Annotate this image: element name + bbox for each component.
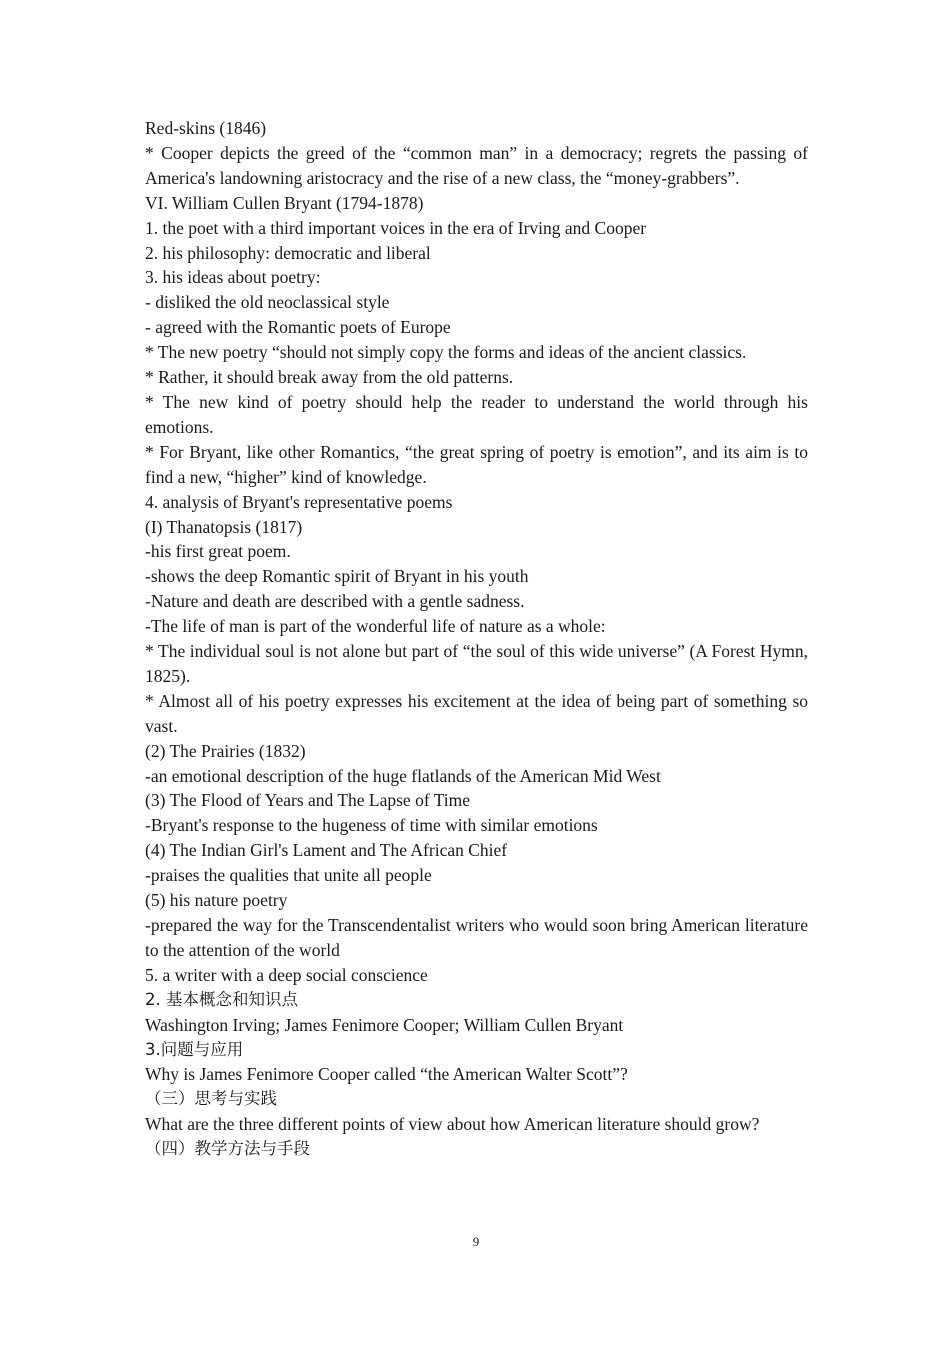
section-heading: VI. William Cullen Bryant (1794-1878) bbox=[145, 192, 424, 213]
text-paragraph: * The individual soul is not alone but part of “the soul of this wide universe” (A Forest Hymn, 1825). bbox=[145, 641, 808, 686]
text-line: - agreed with the Romantic poets of Europe bbox=[145, 317, 451, 338]
text-line: - disliked the old neoclassical style bbox=[145, 292, 390, 313]
text-line: -praises the qualities that unite all people bbox=[145, 865, 432, 886]
text-line: 3. his ideas about poetry: bbox=[145, 267, 321, 288]
text-paragraph: * Cooper depicts the greed of the “common man” in a democracy; regrets the passing of America's landowning aristocracy and the rise of a new class, the “money-grabbers”. bbox=[145, 142, 808, 188]
text-line: 5. a writer with a deep social conscience bbox=[145, 964, 428, 985]
text-paragraph: * The new kind of poetry should help the reader to understand the world through his emotions. bbox=[145, 391, 808, 437]
page-number: 9 bbox=[472, 1234, 480, 1249]
text-line: -The life of man is part of the wonderful life of nature as a whole: bbox=[145, 616, 606, 637]
text-line: Washington Irving; James Fenimore Cooper; William Cullen Bryant bbox=[145, 1014, 624, 1035]
section-heading: 2. 基本概念和知识点 bbox=[145, 989, 298, 1009]
text-paragraph: * For Bryant, like other Romantics, “the great spring of poetry is emotion”, and its aim is to find a new, “higher” kind of knowledge. bbox=[145, 441, 808, 487]
text-line: -his first great poem. bbox=[145, 541, 291, 562]
text-paragraph: What are the three different points of view about how American literature should grow? bbox=[145, 1114, 760, 1135]
text-line: 4. analysis of Bryant's representative poems bbox=[145, 491, 453, 512]
text-line: Why is James Fenimore Cooper called “the American Walter Scott”? bbox=[145, 1064, 628, 1085]
text-line: -Bryant's response to the hugeness of time with similar emotions bbox=[145, 815, 598, 836]
text-line: -shows the deep Romantic spirit of Bryant in his youth bbox=[145, 566, 529, 587]
text-paragraph: -prepared the way for the Transcendentalist writers who would soon bring American literature to the attention of the world bbox=[145, 915, 808, 960]
section-heading: 3.问题与应用 bbox=[145, 1039, 244, 1059]
text-line: 1. the poet with a third important voices in the era of Irving and Cooper bbox=[145, 217, 647, 238]
text-line: 2. his philosophy: democratic and liberal bbox=[145, 242, 431, 263]
text-paragraph: * Almost all of his poetry expresses his excitement at the idea of being part of something so vast. bbox=[145, 690, 808, 736]
text-line: (I) Thanatopsis (1817) bbox=[145, 516, 303, 537]
text-line: * The new poetry “should not simply copy the forms and ideas of the ancient classics. bbox=[145, 342, 747, 363]
text-line: * Rather, it should break away from the old patterns. bbox=[145, 367, 514, 388]
section-heading: （四）教学方法与手段 bbox=[145, 1139, 310, 1159]
text-line: (5) his nature poetry bbox=[145, 890, 288, 911]
text-line: -an emotional description of the huge flatlands of the American Mid West bbox=[145, 765, 661, 786]
text-line: Red-skins (1846) bbox=[145, 118, 267, 138]
text-line: -Nature and death are described with a gentle sadness. bbox=[145, 591, 525, 612]
text-line: (2) The Prairies (1832) bbox=[145, 740, 306, 761]
text-line: (3) The Flood of Years and The Lapse of Time bbox=[145, 790, 471, 811]
section-heading: （三）思考与实践 bbox=[145, 1089, 277, 1109]
page-body bbox=[145, 116, 808, 1162]
text-line: (4) The Indian Girl's Lament and The African Chief bbox=[145, 840, 508, 861]
